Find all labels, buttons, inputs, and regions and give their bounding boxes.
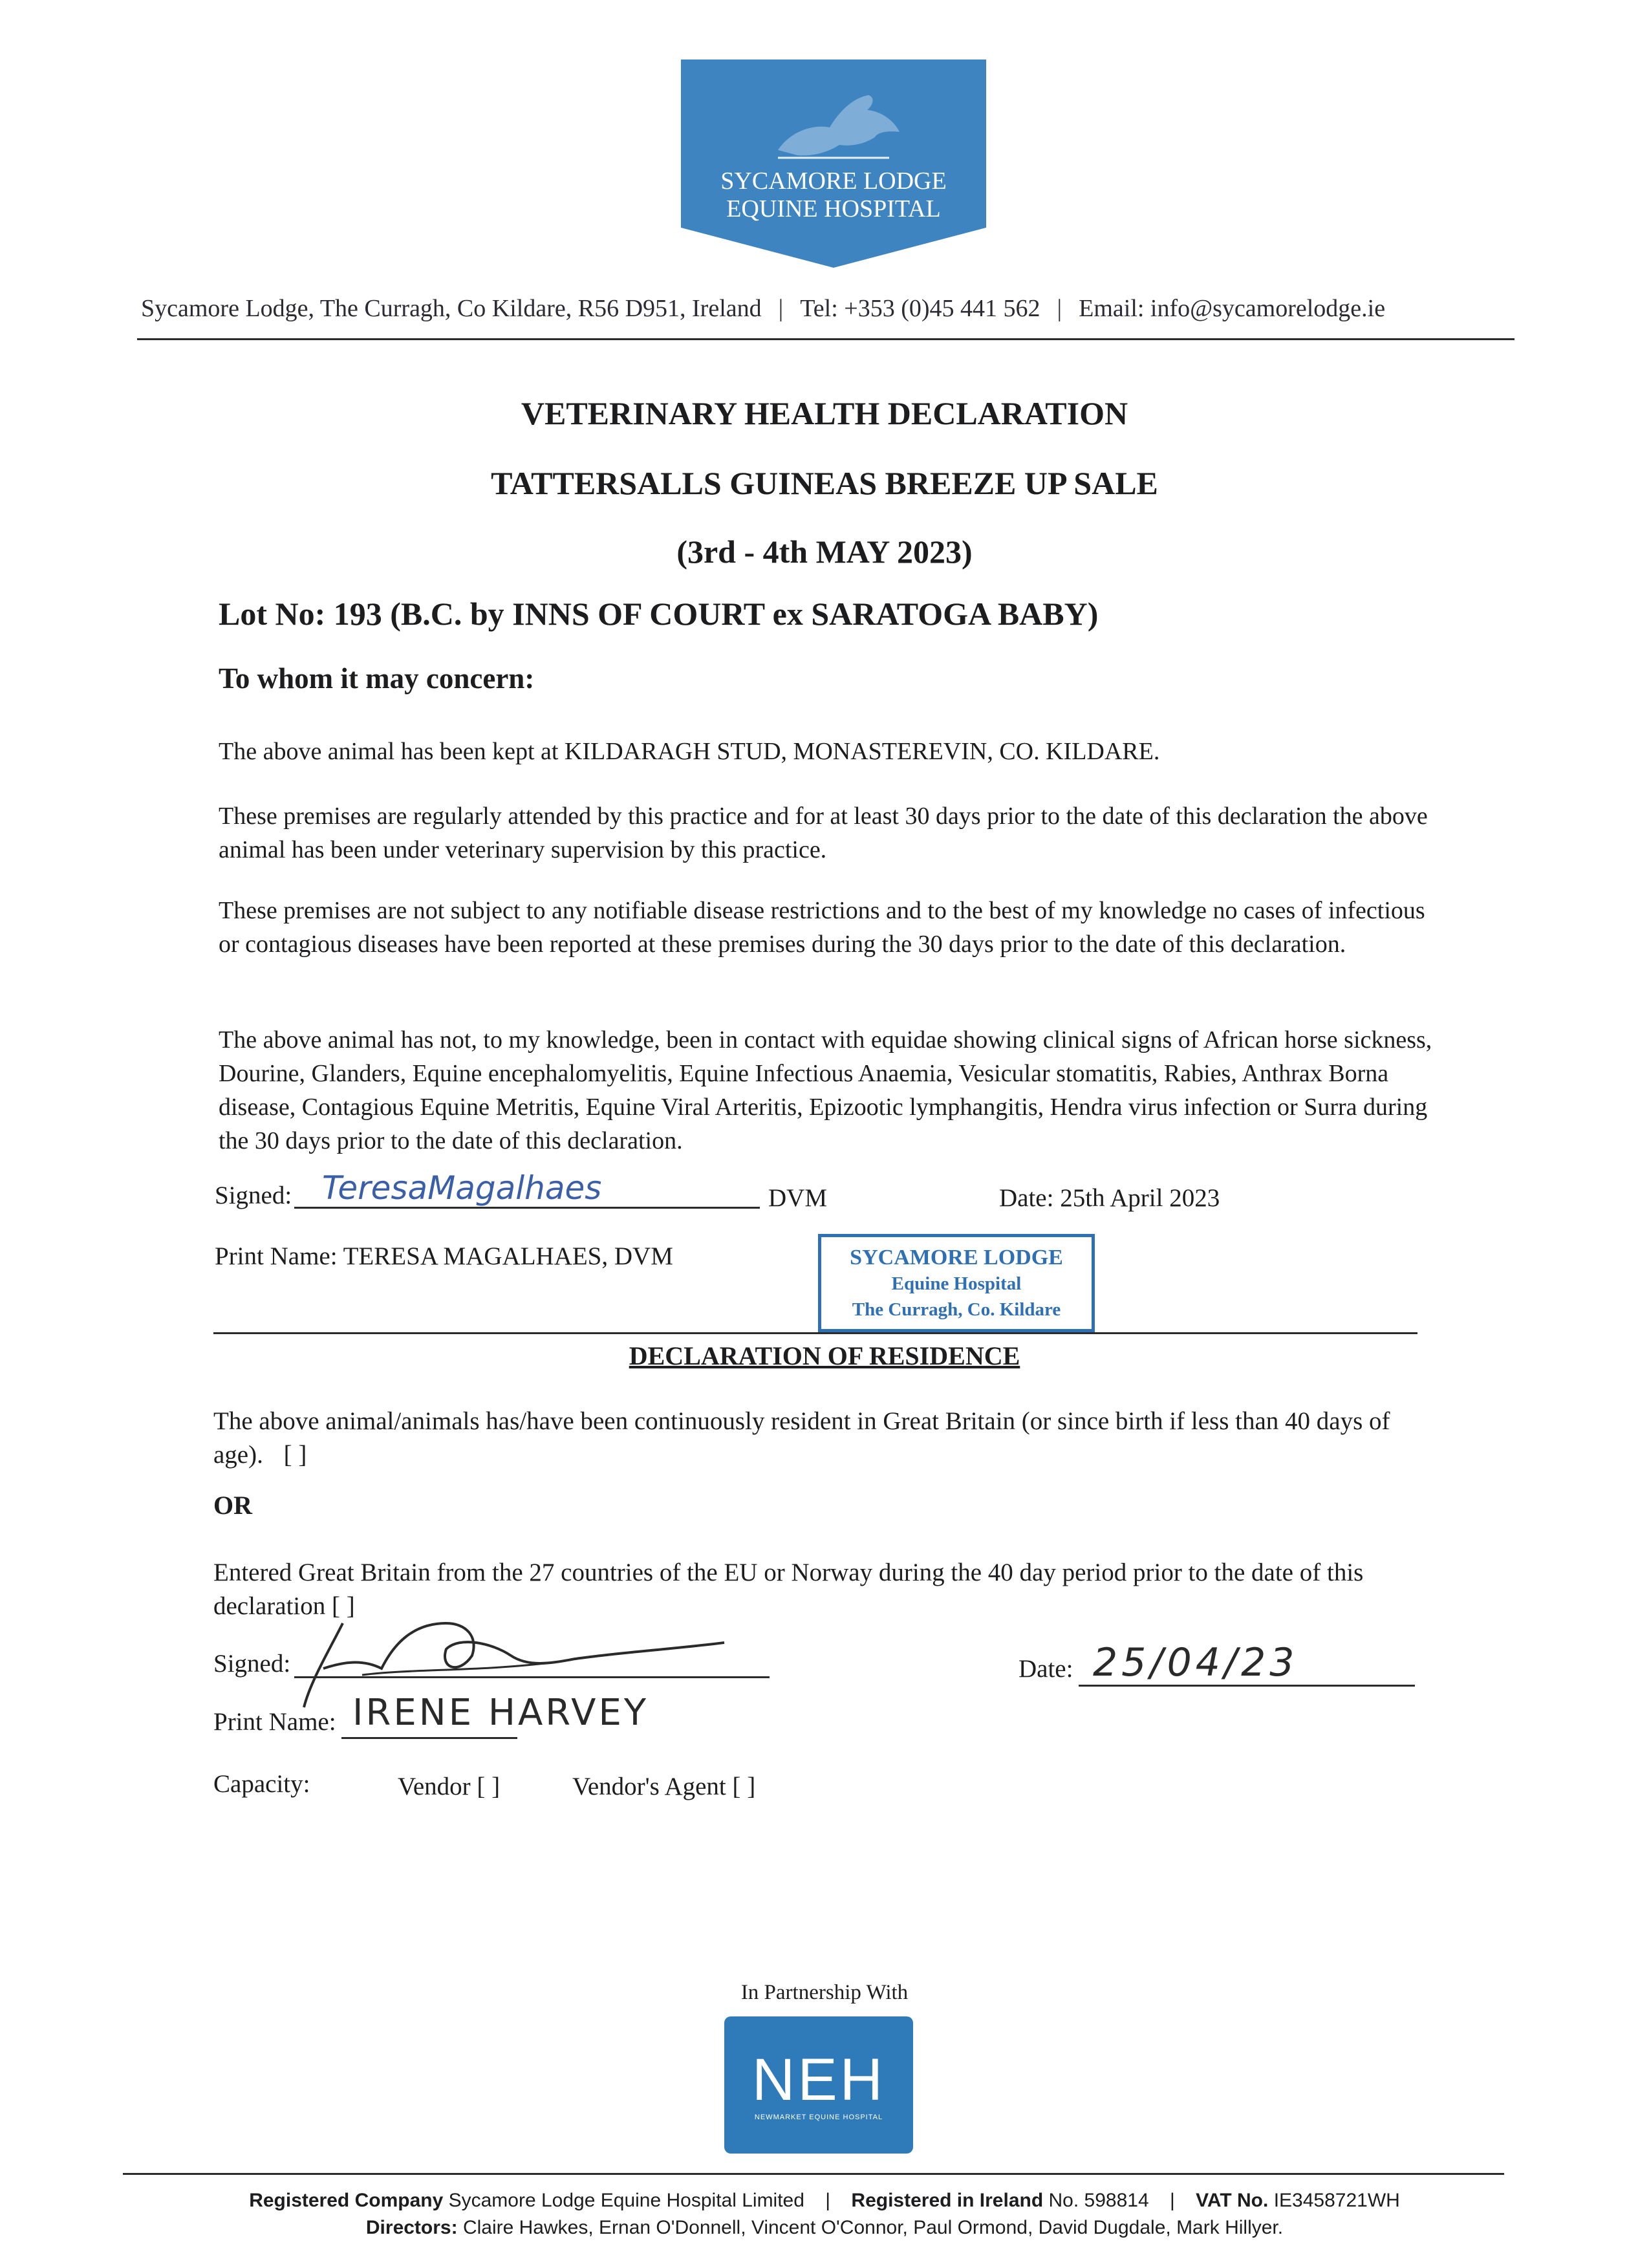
footer-company: Sycamore Lodge Equine Hospital Limited — [448, 2190, 804, 2211]
owner-date-label: Date: — [1018, 1655, 1073, 1683]
residence-option1-checkbox[interactable]: [ ] — [283, 1441, 307, 1469]
or-label: OR — [213, 1491, 252, 1520]
address-text: Sycamore Lodge, The Curragh, Co Kildare, R56 D951, Ireland — [141, 295, 762, 322]
footer-line1: Registered Company Sycamore Lodge Equine Hospital Limited | Registered in Ireland No. 598814 | VAT No. IE3458721WH — [249, 2190, 1400, 2211]
residence-heading: DECLARATION OF RESIDENCE — [629, 1341, 1020, 1370]
stamp-line1: SYCAMORE LODGE — [850, 1246, 1063, 1269]
stamp-line3: The Curragh, Co. Kildare — [852, 1299, 1061, 1320]
residence-option1 — [213, 1405, 1429, 1472]
phone-text: Tel: +353 (0)45 441 562 — [800, 295, 1040, 322]
vet-sign-date: Date: 25th April 2023 — [999, 1184, 1220, 1212]
owner-signed-label: Signed: — [213, 1650, 291, 1678]
sale-title: TATTERSALLS GUINEAS BREEZE UP SALE — [491, 465, 1158, 501]
residence-option1-text: The above animal/animals has/have been continuously resident in Great Britain (or since birth if less than 40 days of age). — [213, 1407, 1390, 1469]
paragraph-supervision: These premises are regularly attended by this practice and for at least 30 days prior to the date of this declaration the above animal has been under veterinary supervision by this practice. — [219, 803, 1428, 863]
residence-option2-checkbox[interactable]: [ ] — [331, 1592, 355, 1620]
footer-directors-label: Directors: — [365, 2217, 458, 2238]
footer-vat: IE3458721WH — [1273, 2190, 1400, 2211]
footer-registered: No. 598814 — [1048, 2190, 1149, 2211]
header-divider — [137, 338, 1514, 340]
hospital-logo — [681, 59, 986, 268]
partnership-label: In Partnership With — [740, 1981, 909, 2004]
neh-logo — [724, 2016, 913, 2154]
vet-signed-label: Signed: — [215, 1182, 292, 1209]
capacity-vendor-agent[interactable]: Vendor's Agent [ ] — [572, 1773, 756, 1800]
hospital-stamp — [818, 1234, 1095, 1332]
owner-print-label: Print Name: — [213, 1708, 336, 1736]
logo-line1: SYCAMORE LODGE — [720, 167, 947, 195]
owner-print-value: IRENE HARVEY — [352, 1692, 649, 1734]
owner-print-line — [341, 1737, 517, 1739]
lot-line: Lot No: 193 (B.C. by INNS OF COURT ex SARATOGA BABY) — [219, 596, 1099, 632]
footer-directors: Claire Hawkes, Ernan O'Donnell, Vincent O'Connor, Paul Ormond, David Dugdale, Mark Hillyer. — [462, 2217, 1284, 2238]
logo-line2: EQUINE HOSPITAL — [726, 195, 941, 222]
footer-company-label: Registered Company — [249, 2190, 444, 2211]
capacity-label: Capacity: — [213, 1770, 310, 1798]
vet-dvm-suffix: DVM — [768, 1184, 828, 1212]
doc-title: VETERINARY HEALTH DECLARATION — [521, 395, 1128, 431]
paragraph-contact: The above animal has not, to my knowledge, been in contact with equidae showing clinical signs of African horse sickness, Dourine, Glanders, Equine encephalomyelitis, Equine Infectious Anaemia, Vesicular stomatitis, Rabies, Anthrax Borna disease, Contagious Equine Metritis, Equine Viral Arteritis, Epizootic lymphangitis, Hendra virus infection or Surra during the 30 days prior to the date of this declaration. — [219, 1026, 1432, 1154]
footer-line2 — [0, 2217, 1649, 2239]
section-divider — [213, 1332, 1417, 1334]
email-text: Email: info@sycamorelodge.ie — [1079, 295, 1386, 322]
paragraph-restrictions: These premises are not subject to any notifiable disease restrictions and to the best of my knowledge no cases of infectious or contagious diseases have been reported at these premises during the 30 days prior to the date of this declaration. — [219, 897, 1425, 958]
vet-signature-line — [294, 1207, 760, 1209]
footer-registered-label: Registered in Ireland — [851, 2190, 1044, 2211]
sale-dates: (3rd - 4th MAY 2023) — [676, 534, 973, 570]
salutation: To whom it may concern: — [219, 662, 535, 695]
footer-vat-label: VAT No. — [1196, 2190, 1269, 2211]
contact-bar: Sycamore Lodge, The Curragh, Co Kildare, R56 D951, Ireland | Tel: +353 (0)45 441 562 | Email: info@sycamorelodge.ie — [141, 295, 1386, 322]
owner-date-value: 25/04/23 — [1093, 1640, 1299, 1685]
residence-option2-text: Entered Great Britain from the 27 countries of the EU or Norway during the 40 day period prior to the date of this declaration — [213, 1559, 1364, 1620]
neh-logo-subtitle: NEWMARKET EQUINE HOSPITAL — [754, 2113, 883, 2121]
neh-logo-text: NEH — [751, 2047, 886, 2113]
capacity-vendor[interactable]: Vendor [ ] — [398, 1773, 501, 1800]
vet-signature: TeresaMagalhaes — [322, 1169, 602, 1207]
paragraph-premises: The above animal has been kept at KILDARAGH STUD, MONASTEREVIN, CO. KILDARE. — [219, 738, 1160, 765]
vet-print-name: Print Name: TERESA MAGALHAES, DVM — [215, 1242, 673, 1270]
footer-divider — [123, 2173, 1504, 2175]
hospital-logo-graphic — [681, 59, 986, 268]
stamp-line2: Equine Hospital — [891, 1273, 1022, 1294]
